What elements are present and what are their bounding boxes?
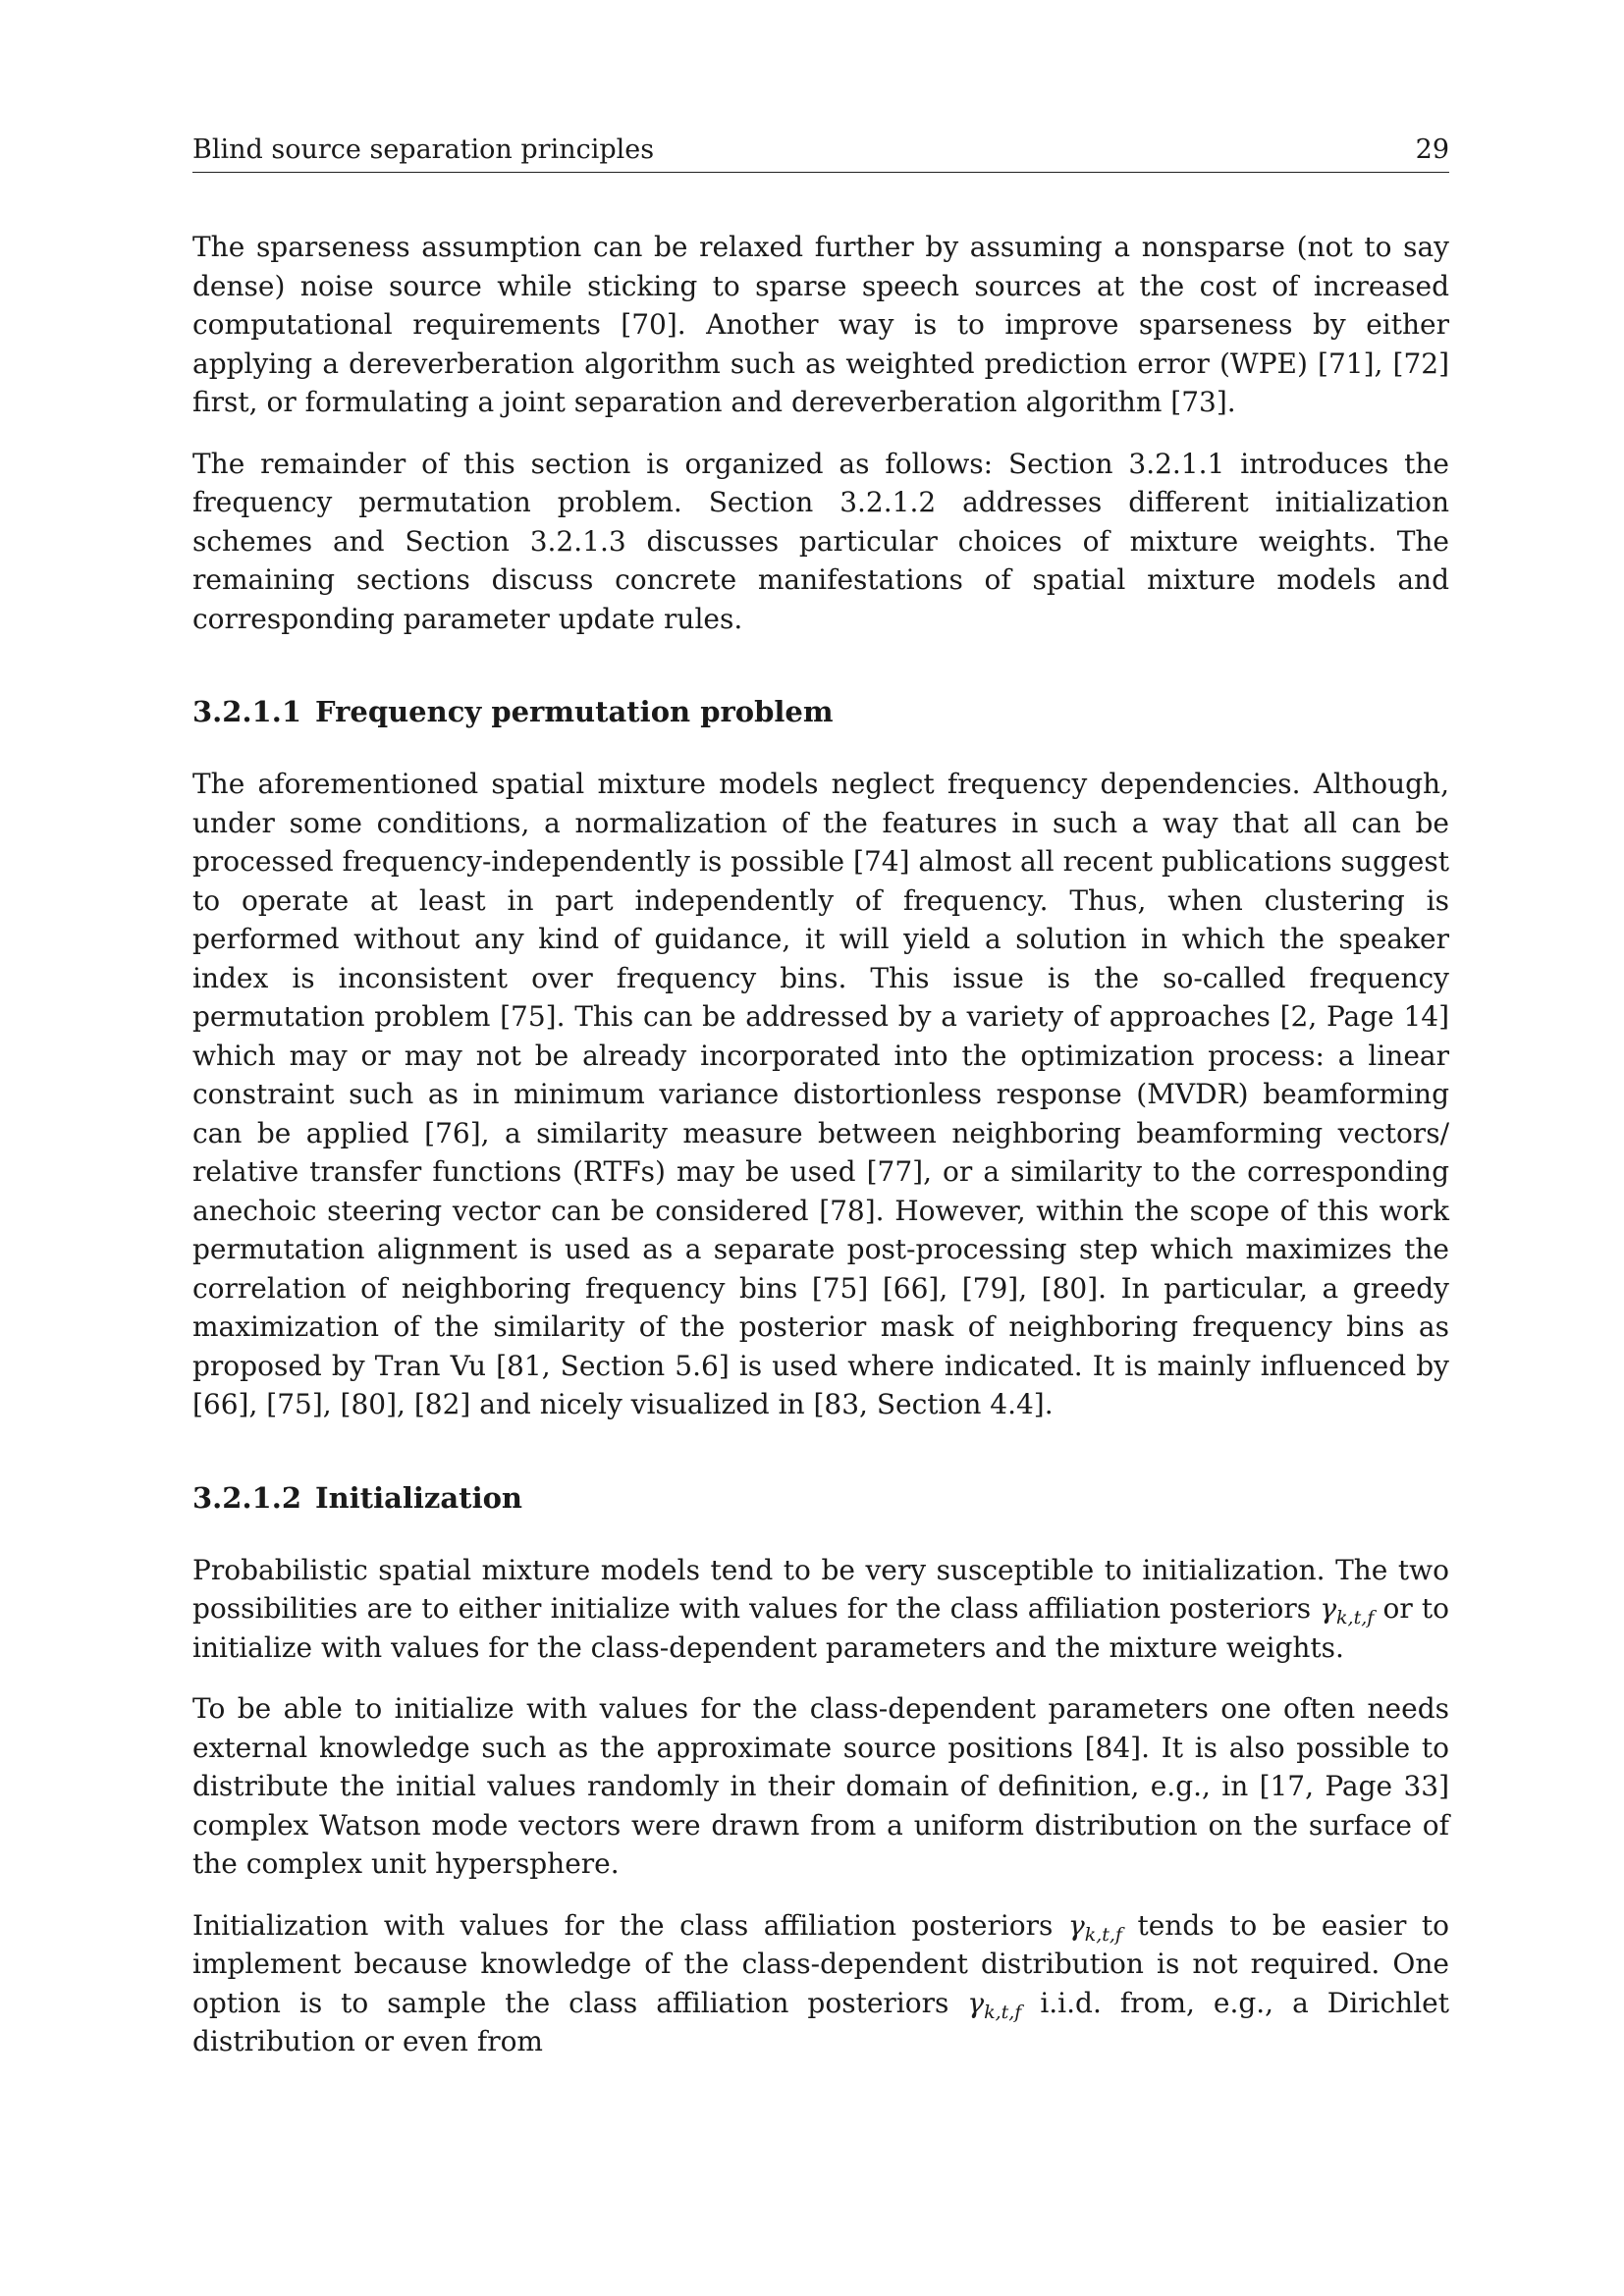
math-symbol: γ — [1067, 1908, 1085, 1942]
math-gamma — [1067, 1908, 1122, 1946]
text-run: Probabilistic spatial mixture models tend to be very susceptible to initialization. The two possibilities are to either initialize with values for the class affiliation posteriors — [192, 1553, 1449, 1625]
paragraph-init-parameters: To be able to initialize with values for the class-dependent parameters one often needs external knowledge such as the approximate source positions [84]. It is also possible to distribute the initial values randomly in their domain of definition, e.g., in [17, Page 33] complex Watson mode vectors were drawn from a uniform distribution on the surface of the complex unit hypersphere. — [192, 1692, 1449, 1880]
math-subscript: k,t,f — [1336, 1607, 1375, 1629]
section-title: Frequency permutation problem — [315, 695, 834, 728]
running-header — [192, 131, 1449, 173]
body-text — [192, 228, 1449, 2084]
math-symbol: γ — [967, 1986, 985, 2019]
header-title: Blind source separation principles — [192, 134, 655, 165]
math-gamma — [1320, 1592, 1375, 1629]
section-number: 3.2.1.1 — [192, 695, 302, 728]
paragraph-organization: The remainder of this section is organized as follows: Section 3.2.1.1 introduces the frequency permutation problem. Section 3.2.1.2 addresses different initialization schemes and Section 3.2.1.3 discusses particular choices of mixture weights. The remaining sections discuss concrete manifestations of spatial mixture models and corresponding parameter update rules. — [192, 447, 1449, 635]
math-symbol: γ — [1320, 1592, 1337, 1625]
paragraph-init-intro — [192, 1551, 1449, 1668]
section-heading-permutation — [192, 692, 1449, 731]
math-subscript: k,t,f — [1084, 1923, 1122, 1946]
page-number: 29 — [1415, 134, 1449, 165]
text-run: i.i.d. from, e.g., a Dirichlet distribution or even from — [192, 1986, 1449, 2057]
section-heading-initialization — [192, 1478, 1449, 1518]
text-run: or to initialize with values for the class-dependent parameters and the mixture weights. — [192, 1592, 1449, 1664]
math-subscript: k,t,f — [984, 2001, 1022, 2023]
section-number: 3.2.1.2 — [192, 1480, 302, 1515]
text-run: Initialization with values for the class affiliation posteriors — [192, 1908, 1054, 1942]
paragraph-init-posteriors — [192, 1906, 1449, 2061]
section-title: Initialization — [315, 1480, 523, 1515]
text-run: tends to be easier to implement because knowledge of the class-dependent distribution is not required. One option is to sample the class affiliation posteriors — [192, 1908, 1449, 2019]
paragraph-permutation: The aforementioned spatial mixture models neglect frequency dependencies. Although, under some conditions, a normalization of the features in such a way that all can be processed frequency-independently is possible [74] almost all recent publications suggest to operate at least in part independently of frequency. Thus, when clustering is performed without any kind of guidance, it will yield a solution in which the speaker index is inconsistent over frequency bins. This issue is the so-called frequency permutation problem [75]. This can be addressed by a variety of approaches [2, Page 14] which may or may not be already incorporated into the optimization process: a linear constraint such as in minimum variance distortionless response (MVDR) beamforming can be applied [76], a similarity measure between neighboring beamforming vectors/ relative transfer functions (RTFs) may be used [77], or a similarity to the corresponding anechoic steering vector can be considered [78]. However, within the scope of this work permutation alignment is used as a separate post-processing step which maximizes the correlation of neighboring frequency bins [75] [66], [79], [80]. In particular, a greedy maximization of the similarity of the posterior mask of neighboring frequency bins as proposed by Tran Vu [81, Section 5.6] is used where indicated. It is mainly influenced by [66], [75], [80], [82] and nicely visualized in [83, Section 4.4]. — [192, 768, 1449, 1420]
math-gamma — [967, 1986, 1022, 2023]
paragraph-sparseness: The sparseness assumption can be relaxed further by assuming a nonsparse (not to say dense) noise source while sticking to sparse speech sources at the cost of increased computational requirements [70]. Another way is to improve sparseness by either applying a dereverberation algorithm such as weighted prediction error (WPE) [71], [72] first, or formulating a joint separation and dereverberation algorithm [73]. — [192, 231, 1449, 418]
